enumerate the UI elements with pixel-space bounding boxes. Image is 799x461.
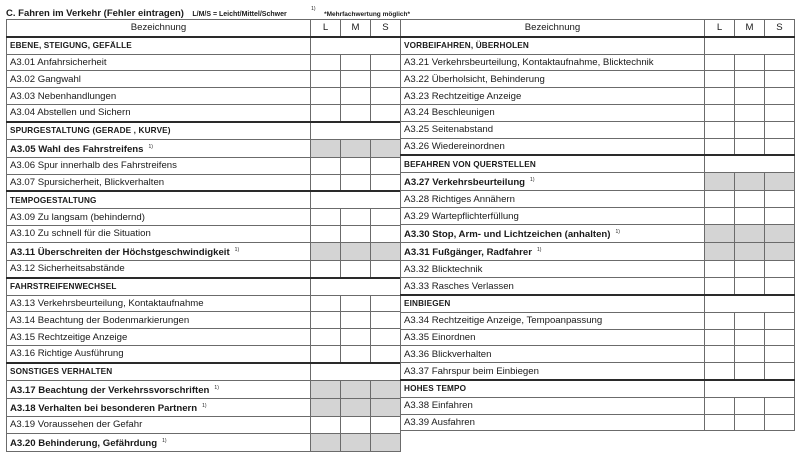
cell-l[interactable] [705, 71, 735, 88]
cell-m[interactable] [341, 242, 371, 260]
cell-l[interactable] [311, 295, 341, 312]
column-header-designation: Bezeichnung [7, 20, 311, 37]
cell-m[interactable] [735, 312, 765, 329]
section-heading: SPURGESTALTUNG (GERADE , KURVE) [7, 122, 311, 139]
table-row [401, 208, 795, 225]
cell-s[interactable] [765, 208, 795, 225]
cell-s[interactable] [765, 104, 795, 121]
item-label: A3.01 Anfahrsicherheit [7, 54, 311, 71]
cell-m[interactable] [341, 380, 371, 398]
cell-s[interactable] [371, 225, 401, 242]
table-row [401, 173, 795, 191]
cell-l[interactable] [705, 329, 735, 346]
item-label: A3.03 Nebenhandlungen [7, 88, 311, 105]
cell-s[interactable] [765, 138, 795, 155]
table-row [7, 242, 401, 260]
item-label: A3.35 Einordnen [401, 329, 705, 346]
footnote-marker: 1) [311, 5, 316, 12]
cell-m[interactable] [735, 191, 765, 208]
table-row [401, 71, 795, 88]
section-title: C. Fahren im Verkehr (Fehler eintragen) [6, 8, 184, 19]
section-heading: EINBIEGEN [401, 295, 705, 312]
cell-l[interactable] [311, 157, 341, 174]
cell-l[interactable] [311, 433, 341, 451]
cell-l[interactable] [705, 363, 735, 380]
cell-s[interactable] [765, 278, 795, 295]
section-row [7, 37, 401, 54]
cell-l[interactable] [705, 414, 735, 431]
cell-s[interactable] [371, 329, 401, 346]
cell-s[interactable] [765, 54, 795, 71]
cell-l[interactable] [311, 174, 341, 191]
item-label: A3.02 Gangwahl [7, 71, 311, 88]
cell-s[interactable] [765, 121, 795, 138]
cell-s[interactable] [371, 380, 401, 398]
cell-l[interactable] [705, 243, 735, 261]
item-label: A3.24 Beschleunigen [401, 104, 705, 121]
cell-s[interactable] [765, 414, 795, 431]
cell-m[interactable] [735, 138, 765, 155]
item-label: A3.22 Überholsicht, Behinderung [401, 71, 705, 88]
table-row [7, 88, 401, 105]
table-row [401, 191, 795, 208]
cell-m[interactable] [341, 71, 371, 88]
cell-l[interactable] [311, 329, 341, 346]
cell-l[interactable] [311, 260, 341, 277]
cell-l[interactable] [705, 278, 735, 295]
table-header-row [401, 20, 795, 37]
section-row [401, 380, 795, 397]
section-row [7, 278, 401, 295]
table-row [401, 121, 795, 138]
item-label: A3.30 Stop, Arm- und Lichtzeichen (anhalten) $^{1)}$ [401, 224, 705, 242]
cell-s[interactable] [765, 346, 795, 363]
item-label: A3.16 Richtige Ausführung [7, 345, 311, 362]
table-row [401, 397, 795, 414]
table-row [7, 398, 401, 416]
cell-s[interactable] [371, 345, 401, 362]
cell-s[interactable] [765, 173, 795, 191]
cell-l[interactable] [705, 173, 735, 191]
item-label: A3.13 Verkehrsbeurteilung, Kontaktaufnahme [7, 295, 311, 312]
right-error-table [400, 19, 793, 431]
cell-l[interactable] [705, 312, 735, 329]
table-row [7, 139, 401, 157]
cell-l[interactable] [311, 242, 341, 260]
item-label: A3.32 Blicktechnik [401, 261, 705, 278]
column-header-s: S [765, 20, 795, 37]
section-heading: HOHES TEMPO [401, 380, 705, 397]
cell-s[interactable] [371, 433, 401, 451]
cell-s[interactable] [371, 209, 401, 226]
item-label: A3.37 Fahrspur beim Einbiegen [401, 363, 705, 380]
table-row [7, 209, 401, 226]
cell-l[interactable] [705, 138, 735, 155]
cell-l[interactable] [705, 54, 735, 71]
cell-m[interactable] [735, 346, 765, 363]
cell-s[interactable] [371, 416, 401, 433]
table-row [401, 414, 795, 431]
item-label: A3.36 Blickverhalten [401, 346, 705, 363]
cell-s[interactable] [765, 71, 795, 88]
cell-s[interactable] [765, 224, 795, 242]
cell-l[interactable] [311, 312, 341, 329]
section-row [7, 122, 401, 139]
section-row [7, 363, 401, 380]
cell-l[interactable] [311, 88, 341, 105]
table-row [7, 312, 401, 329]
cell-l[interactable] [311, 345, 341, 362]
cell-m[interactable] [341, 174, 371, 191]
section-heading: SONSTIGES VERHALTEN [7, 363, 311, 380]
cell-s[interactable] [371, 88, 401, 105]
table-row [401, 346, 795, 363]
table-row [401, 261, 795, 278]
item-label: A3.14 Beachtung der Bodenmarkierungen [7, 312, 311, 329]
cell-m[interactable] [341, 260, 371, 277]
section-heading: TEMPOGESTALTUNG [7, 191, 311, 208]
section-row [7, 191, 401, 208]
section-heading: FAHRSTREIFENWECHSEL [7, 278, 311, 295]
cell-l[interactable] [705, 397, 735, 414]
cell-m[interactable] [735, 243, 765, 261]
column-header-s: S [371, 20, 401, 37]
cell-m[interactable] [735, 104, 765, 121]
cell-s[interactable] [765, 261, 795, 278]
item-label: A3.27 Verkehrsbeurteilung $^{1)}$ [401, 173, 705, 191]
item-label: A3.21 Verkehrsbeurteilung, Kontaktaufnahme, Blicktechnik [401, 54, 705, 71]
table-row [7, 71, 401, 88]
table-row [7, 380, 401, 398]
column-header-m: M [735, 20, 765, 37]
cell-s[interactable] [371, 312, 401, 329]
table-row [401, 243, 795, 261]
table-row [401, 312, 795, 329]
item-label: A3.20 Behinderung, Gefährdung $^{1)}$ [7, 433, 311, 451]
cell-s[interactable] [371, 139, 401, 157]
cell-m[interactable] [735, 71, 765, 88]
column-header-l: L [705, 20, 735, 37]
item-label: A3.05 Wahl des Fahrstreifens $^{1)}$ [7, 139, 311, 157]
severity-legend: L/M/S = Leicht/Mittel/Schwer [192, 11, 287, 18]
table-row [7, 260, 401, 277]
cell-m[interactable] [341, 54, 371, 71]
cell-m[interactable] [341, 295, 371, 312]
table-row [7, 104, 401, 121]
table-row [401, 224, 795, 242]
cell-m[interactable] [341, 312, 371, 329]
cell-m[interactable] [735, 329, 765, 346]
item-label: A3.26 Wiedereinordnen [401, 138, 705, 155]
table-row [7, 174, 401, 191]
multiple-rating-note: *Mehrfachwertung möglich* [324, 11, 411, 18]
cell-m[interactable] [735, 397, 765, 414]
cell-m[interactable] [341, 157, 371, 174]
cell-m[interactable] [735, 261, 765, 278]
table-row [7, 54, 401, 71]
cell-s[interactable] [371, 174, 401, 191]
cell-s[interactable] [765, 329, 795, 346]
item-label: A3.29 Wartepflichterfüllung [401, 208, 705, 225]
item-label: A3.17 Beachtung der Verkehrssvorschriften $^{1)}$ [7, 380, 311, 398]
cell-s[interactable] [371, 104, 401, 121]
cell-l[interactable] [705, 208, 735, 225]
table-row [7, 295, 401, 312]
item-label: A3.15 Rechtzeitige Anzeige [7, 329, 311, 346]
item-label: A3.28 Richtiges Annähern [401, 191, 705, 208]
table-row [401, 104, 795, 121]
table-row [7, 225, 401, 242]
cell-m[interactable] [341, 329, 371, 346]
cell-m[interactable] [735, 414, 765, 431]
cell-m[interactable] [341, 104, 371, 121]
table-row [401, 329, 795, 346]
cell-l[interactable] [705, 88, 735, 105]
cell-s[interactable] [765, 363, 795, 380]
left-error-table [6, 19, 400, 452]
table-row [7, 329, 401, 346]
item-label: A3.10 Zu schnell für die Situation [7, 225, 311, 242]
cell-l[interactable] [705, 224, 735, 242]
cell-s[interactable] [371, 54, 401, 71]
cell-m[interactable] [341, 225, 371, 242]
item-label: A3.07 Spursicherheit, Blickverhalten [7, 174, 311, 191]
cell-l[interactable] [311, 209, 341, 226]
column-header-m: M [341, 20, 371, 37]
cell-l[interactable] [311, 71, 341, 88]
section-row [401, 37, 795, 54]
table-row [401, 138, 795, 155]
cell-m[interactable] [735, 54, 765, 71]
cell-l[interactable] [311, 54, 341, 71]
item-label: A3.19 Voraussehen der Gefahr [7, 416, 311, 433]
cell-m[interactable] [735, 121, 765, 138]
cell-m[interactable] [341, 88, 371, 105]
cell-m[interactable] [735, 363, 765, 380]
cell-s[interactable] [371, 260, 401, 277]
cell-l[interactable] [311, 398, 341, 416]
cell-m[interactable] [341, 139, 371, 157]
item-label: A3.11 Überschreiten der Höchstgeschwindigkeit $^{1)}$ [7, 242, 311, 260]
item-label: A3.09 Zu langsam (behindernd) [7, 209, 311, 226]
table-row [7, 345, 401, 362]
cell-m[interactable] [735, 278, 765, 295]
cell-m[interactable] [341, 416, 371, 433]
cell-l[interactable] [311, 225, 341, 242]
table-header-row [7, 20, 401, 37]
section-heading: VORBEIFAHREN, ÜBERHOLEN [401, 37, 705, 54]
table-row [7, 433, 401, 451]
cell-s[interactable] [765, 397, 795, 414]
table-row [7, 157, 401, 174]
cell-s[interactable] [371, 295, 401, 312]
cell-l[interactable] [311, 104, 341, 121]
table-row [401, 363, 795, 380]
cell-l[interactable] [705, 191, 735, 208]
cell-l[interactable] [705, 346, 735, 363]
cell-m[interactable] [735, 88, 765, 105]
cell-l[interactable] [705, 104, 735, 121]
table-row [401, 278, 795, 295]
item-label: A3.31 Fußgänger, Radfahrer $^{1)}$ [401, 243, 705, 261]
item-label: A3.18 Verhalten bei besonderen Partnern $^{1)}$ [7, 398, 311, 416]
table-row [401, 88, 795, 105]
item-label: A3.23 Rechtzeitige Anzeige [401, 88, 705, 105]
item-label: A3.34 Rechtzeitige Anzeige, Tempoanpassung [401, 312, 705, 329]
section-heading: BEFAHREN VON QUERSTELLEN [401, 155, 705, 172]
column-header-designation: Bezeichnung [401, 20, 705, 37]
item-label: A3.39 Ausfahren [401, 414, 705, 431]
cell-m[interactable] [341, 398, 371, 416]
cell-s[interactable] [371, 157, 401, 174]
section-row [401, 295, 795, 312]
item-label: A3.38 Einfahren [401, 397, 705, 414]
cell-l[interactable] [705, 121, 735, 138]
cell-m[interactable] [341, 433, 371, 451]
cell-m[interactable] [341, 345, 371, 362]
column-header-l: L [311, 20, 341, 37]
cell-s[interactable] [765, 191, 795, 208]
cell-m[interactable] [735, 208, 765, 225]
item-label: A3.06 Spur innerhalb des Fahrstreifens [7, 157, 311, 174]
cell-l[interactable] [705, 261, 735, 278]
cell-m[interactable] [341, 209, 371, 226]
cell-m[interactable] [735, 224, 765, 242]
item-label: A3.25 Seitenabstand [401, 121, 705, 138]
cell-s[interactable] [765, 88, 795, 105]
cell-s[interactable] [765, 312, 795, 329]
cell-l[interactable] [311, 139, 341, 157]
cell-l[interactable] [311, 416, 341, 433]
item-label: A3.33 Rasches Verlassen [401, 278, 705, 295]
cell-s[interactable] [765, 243, 795, 261]
cell-s[interactable] [371, 398, 401, 416]
table-row [7, 416, 401, 433]
cell-s[interactable] [371, 242, 401, 260]
table-row [401, 54, 795, 71]
section-row [401, 155, 795, 172]
cell-s[interactable] [371, 71, 401, 88]
cell-l[interactable] [311, 380, 341, 398]
item-label: A3.04 Abstellen und Sichern [7, 104, 311, 121]
section-heading: EBENE, STEIGUNG, GEFÄLLE [7, 37, 311, 54]
item-label: A3.12 Sicherheitsabstände [7, 260, 311, 277]
cell-m[interactable] [735, 173, 765, 191]
